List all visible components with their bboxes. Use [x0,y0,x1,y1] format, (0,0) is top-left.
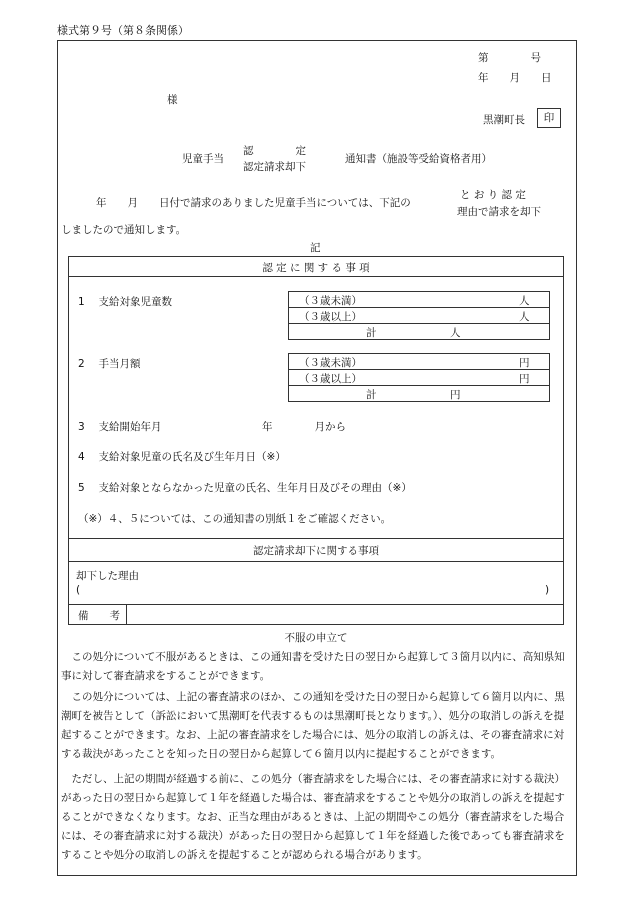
title-option-reject: 認定請求却下 [243,161,306,173]
divider [68,276,564,277]
title-suffix: 通知書（施設等受給資格者用） [345,153,492,165]
item5-label: 5 支給対象とならなかった児童の氏名、生年月日及びその理由（※） [78,482,412,494]
seal-box: 印 [537,108,561,128]
child-count-total: 計 人 [366,327,461,339]
divider [68,561,564,562]
reject-reason-label: 却下した理由 [76,570,139,582]
title-option-approve: 認 定 [243,145,306,157]
section2-title: 認定請求却下に関する事項 [253,545,379,557]
item3-label: 3 支給開始年月 [78,421,162,433]
item1-label: 1 支給対象児童数 [78,296,173,308]
amount-over3-label: （３歳以上） [299,373,362,385]
child-count-over3-label: （３歳以上） [299,311,362,323]
appeal-title: 不服の申立て [284,632,348,644]
item2-label: 2 手当月額 [78,358,141,370]
form-id: 様式第９号（第８条関係） [57,24,189,37]
note-text: （※）４、５については、この通知書の別紙１をご確認ください。 [78,513,392,525]
addressee-suffix: 様 [167,94,178,106]
ki-mark: 記 [310,242,321,254]
child-count-over3-unit: 人 [519,311,530,323]
section1-title: 認 定 に 関 す る 事 項 [262,262,370,274]
remarks-label: 備 考 [78,610,120,622]
reject-reason-paren-close: ) [545,584,550,596]
divider [126,604,127,625]
amount-total: 計 円 [366,389,461,401]
appeal-paragraph-2: この処分については、上記の審査請求のほか、この通知を受けた日の翌日から起算して６箇月以内に、黒潮町を被告として（訴訟において黒潮町を代表するものは黒潮町長となります。）、処分の取消しの訴えを提起することができます。なお、上記の審査請求をした場合には、処分の取消しの訴えは、その審査請求に対する裁決があったことを知った日の翌日から起算して６箇月以内に提起することができます。 [61,691,565,760]
title-prefix: 児童手当 [182,153,224,165]
intro-option-reject: 理由で請求を却下 [457,206,541,218]
child-count-under3-unit: 人 [519,295,530,307]
reject-reason-paren-open: ( [76,584,81,596]
appeal-paragraph-3: ただし、上記の期間が経過する前に、この処分（審査請求をした場合には、その審査請求に対する裁決）があった日の翌日から起算して１年を経過した場合は、審査請求をすることや処分の取消しの訴えを提起することができなくなります。なお、正当な理由があるときは、上記の期間やこの処分（審査請求をした場合には、その審査請求に対する裁決）があった日の翌日から起算して１年を経過した後であっても審査請求をすることや処分の取消しの訴えを提起することが認められる場合があります。 [61,773,565,861]
amount-under3-label: （３歳未満） [299,357,362,369]
divider [68,604,564,605]
amount-over3-unit: 円 [519,373,530,385]
intro-text-before: 年 月 日付で請求のありました児童手当については、下記の [96,197,411,209]
appeal-paragraph-1: この処分について不服があるときは、この通知書を受けた日の翌日から起算して３箇月以内に、高知県知事に対して審査請求をすることができます。 [61,651,565,682]
issue-date-label: 年 月 日 [478,72,552,84]
item4-label: 4 支給対象児童の氏名及び生年月日（※） [78,451,286,463]
amount-under3-unit: 円 [519,357,530,369]
issuer-name: 黒潮町長 [483,114,525,126]
item3-value: 年 月から [262,421,346,433]
intro-text-after: しましたので通知します。 [61,224,187,236]
document-number-label: 第 号 [478,52,541,64]
intro-option-approve: と お り 認 定 [460,189,526,201]
divider [68,538,564,539]
child-count-under3-label: （３歳未満） [299,295,362,307]
